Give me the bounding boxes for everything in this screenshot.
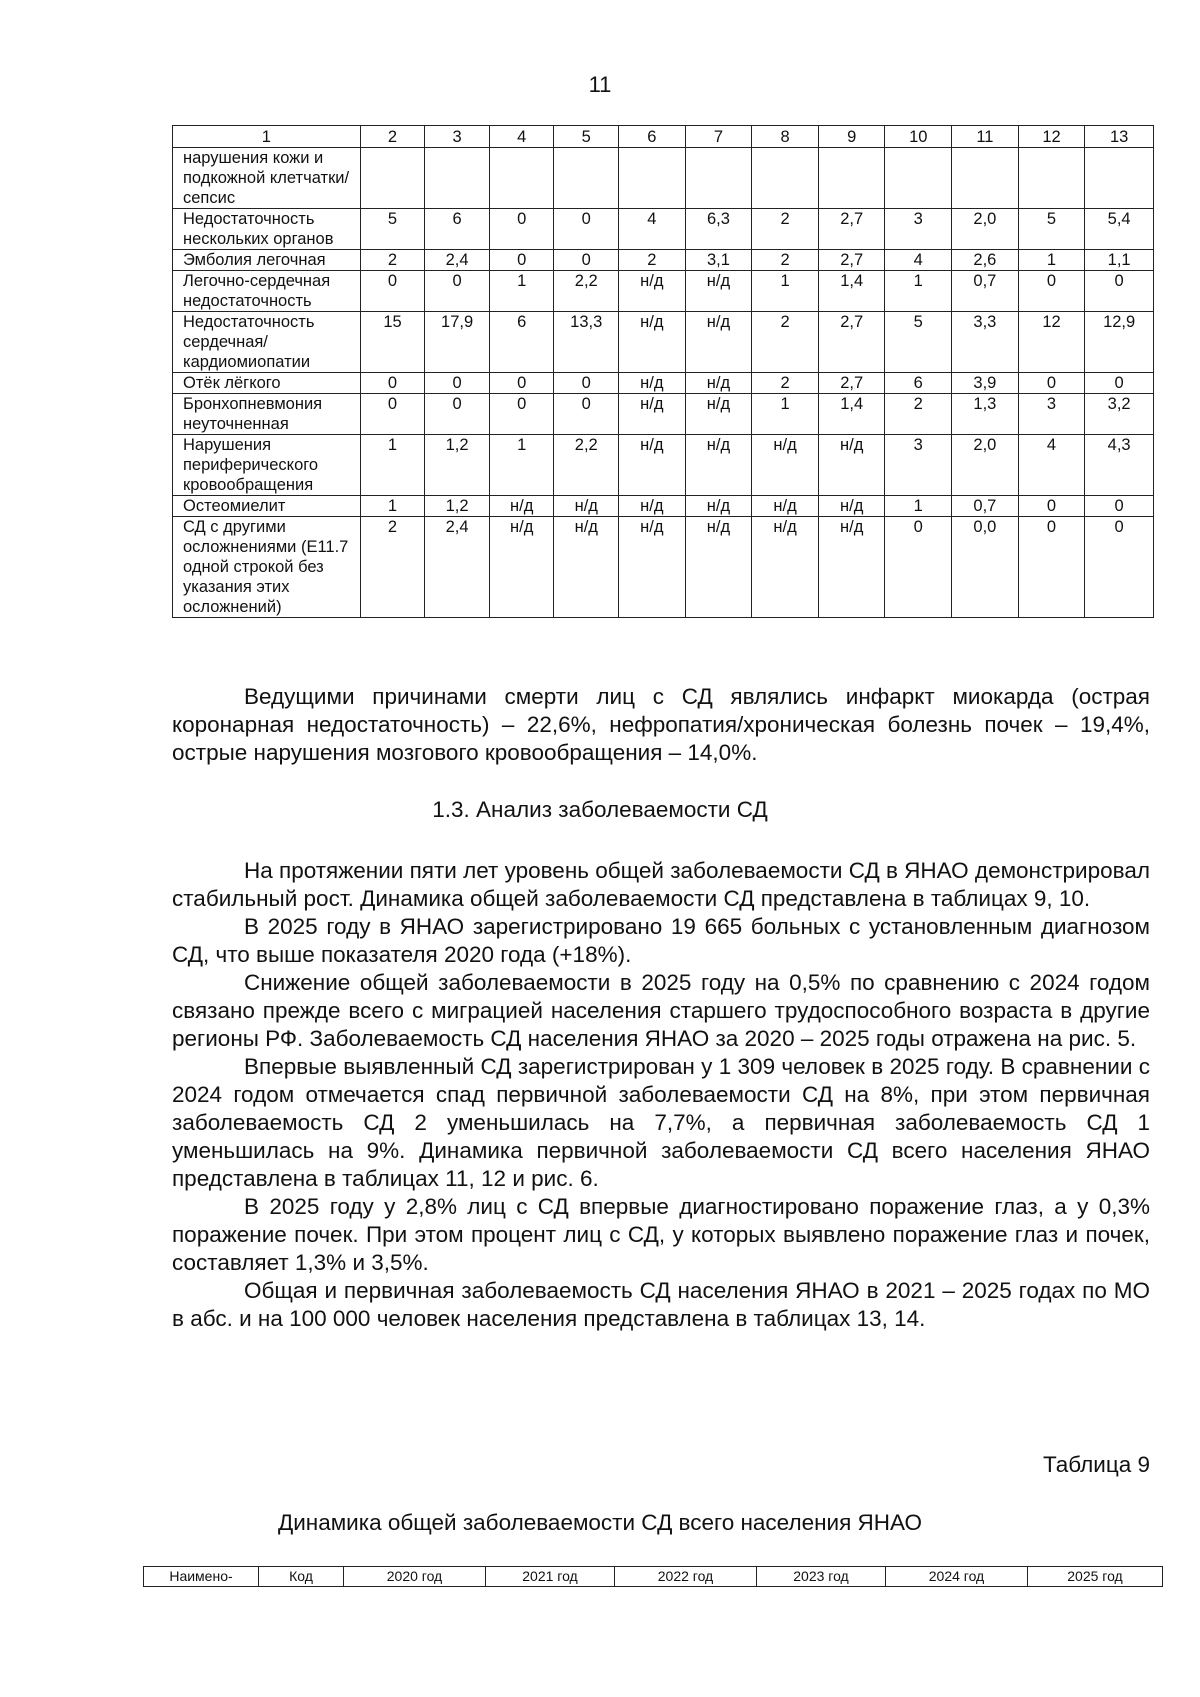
value-cell bbox=[1085, 148, 1154, 209]
mortality-causes-table bbox=[172, 125, 1154, 618]
body-text bbox=[172, 857, 1150, 1333]
table-row bbox=[173, 373, 1154, 394]
table-row bbox=[173, 148, 1154, 209]
table-row bbox=[173, 394, 1154, 435]
page-number: 11 bbox=[588, 72, 612, 97]
value-cell: 0,7 bbox=[952, 496, 1019, 517]
value-cell: 1 bbox=[1018, 250, 1085, 271]
value-cell: 4 bbox=[885, 250, 952, 271]
value-cell: 0 bbox=[360, 271, 425, 312]
column-header: 2024 год bbox=[886, 1567, 1028, 1587]
column-header: 4 bbox=[489, 126, 554, 148]
value-cell: 1,4 bbox=[818, 271, 885, 312]
value-cell: 17,9 bbox=[425, 312, 490, 373]
value-cell: 0 bbox=[489, 250, 554, 271]
value-cell bbox=[885, 148, 952, 209]
column-header: Наимено- bbox=[144, 1567, 259, 1587]
column-header: 2 bbox=[360, 126, 425, 148]
value-cell: н/д bbox=[752, 496, 819, 517]
value-cell: 2,4 bbox=[425, 517, 490, 618]
table-header-row bbox=[144, 1567, 1163, 1587]
value-cell: 0 bbox=[489, 373, 554, 394]
value-cell bbox=[360, 148, 425, 209]
column-header: 8 bbox=[752, 126, 819, 148]
value-cell: н/д bbox=[619, 394, 686, 435]
paragraph: Снижение общей заболеваемости в 2025 году на 0,5% по сравнению с 2024 годом связано прежде всего с миграцией населения старшего трудоспособного возраста в другие регионы РФ. Заболеваемость СД населения ЯНАО за 2020 – 2025 годы отражена на рис. 5. bbox=[172, 970, 1150, 1051]
value-cell: н/д bbox=[752, 517, 819, 618]
intro-paragraph: Ведущими причинами смерти лиц с СД являлись инфаркт миокарда (острая коронарная недостаточность) – 22,6%, нефропатия/хроническая болезнь почек – 19,4%, острые нарушения мозгового кровообращения – 14,0%. bbox=[172, 684, 1150, 765]
value-cell: 1,2 bbox=[425, 435, 490, 496]
value-cell: 1,1 bbox=[1085, 250, 1154, 271]
intro-text bbox=[172, 683, 1150, 767]
cause-cell: Легочно-сердечная недостаточность bbox=[173, 271, 361, 312]
column-header: 7 bbox=[685, 126, 752, 148]
column-header: 2023 год bbox=[757, 1567, 886, 1587]
paragraph: На протяжении пяти лет уровень общей заболеваемости СД в ЯНАО демонстрировал стабильный рост. Динамика общей заболеваемости СД представлена в таблицах 9, 10. bbox=[172, 858, 1150, 911]
value-cell: 12,9 bbox=[1085, 312, 1154, 373]
value-cell: 0,0 bbox=[952, 517, 1019, 618]
value-cell: 1 bbox=[360, 496, 425, 517]
value-cell bbox=[619, 148, 686, 209]
value-cell: 0 bbox=[1085, 271, 1154, 312]
value-cell: 5,4 bbox=[1085, 209, 1154, 250]
value-cell: 5 bbox=[1018, 209, 1085, 250]
column-header: 13 bbox=[1085, 126, 1154, 148]
value-cell: н/д bbox=[685, 517, 752, 618]
value-cell: 2,7 bbox=[818, 250, 885, 271]
paragraph: В 2025 году в ЯНАО зарегистрировано 19 665 больных с установленным диагнозом СД, что выше показателя 2020 года (+18%). bbox=[172, 914, 1150, 967]
value-cell: 0 bbox=[1085, 496, 1154, 517]
value-cell: н/д bbox=[619, 312, 686, 373]
cause-cell: Бронхопневмония неуточненная bbox=[173, 394, 361, 435]
value-cell: 3,3 bbox=[952, 312, 1019, 373]
value-cell: 2,7 bbox=[818, 209, 885, 250]
value-cell: 1,3 bbox=[952, 394, 1019, 435]
value-cell: н/д bbox=[685, 312, 752, 373]
column-header: 9 bbox=[818, 126, 885, 148]
value-cell: 0 bbox=[360, 373, 425, 394]
value-cell: н/д bbox=[619, 435, 686, 496]
column-header: 12 bbox=[1018, 126, 1085, 148]
value-cell: н/д bbox=[619, 271, 686, 312]
value-cell: н/д bbox=[619, 496, 686, 517]
value-cell bbox=[952, 148, 1019, 209]
cause-cell: Остеомиелит bbox=[173, 496, 361, 517]
value-cell: 0 bbox=[489, 209, 554, 250]
column-header: 1 bbox=[173, 126, 361, 148]
incidence-dynamics-table bbox=[143, 1566, 1163, 1587]
table-row bbox=[173, 250, 1154, 271]
cause-cell: СД с другими осложнениями (Е11.7 одной строкой без указания этих осложнений) bbox=[173, 517, 361, 618]
value-cell: 2 bbox=[752, 312, 819, 373]
column-header: 6 bbox=[619, 126, 686, 148]
table-row bbox=[173, 271, 1154, 312]
value-cell: 0 bbox=[554, 394, 619, 435]
value-cell: н/д bbox=[685, 394, 752, 435]
value-cell: 15 bbox=[360, 312, 425, 373]
section-heading: 1.3. Анализ заболеваемости СД bbox=[432, 797, 768, 822]
value-cell: 2,0 bbox=[952, 435, 1019, 496]
table-row bbox=[173, 517, 1154, 618]
value-cell bbox=[489, 148, 554, 209]
value-cell: 1,2 bbox=[425, 496, 490, 517]
value-cell: 0 bbox=[1018, 517, 1085, 618]
value-cell: 4 bbox=[1018, 435, 1085, 496]
value-cell: 2 bbox=[885, 394, 952, 435]
value-cell: 0 bbox=[1085, 373, 1154, 394]
value-cell: 2 bbox=[619, 250, 686, 271]
value-cell: н/д bbox=[818, 517, 885, 618]
column-header: 11 bbox=[952, 126, 1019, 148]
value-cell: 0 bbox=[425, 271, 490, 312]
value-cell: 3,1 bbox=[685, 250, 752, 271]
value-cell: 1,4 bbox=[818, 394, 885, 435]
value-cell: н/д bbox=[818, 496, 885, 517]
value-cell: н/д bbox=[554, 496, 619, 517]
value-cell: 1 bbox=[360, 435, 425, 496]
value-cell: 0 bbox=[1018, 496, 1085, 517]
cause-cell: Недостаточность сердечная/ кардиомиопатии bbox=[173, 312, 361, 373]
value-cell: 1 bbox=[885, 271, 952, 312]
value-cell: 1 bbox=[885, 496, 952, 517]
value-cell: 6,3 bbox=[685, 209, 752, 250]
paragraph: Общая и первичная заболеваемость СД населения ЯНАО в 2021 – 2025 годах по МО в абс. и на 100 000 человек населения представлена в таблицах 13, 14. bbox=[172, 1278, 1150, 1331]
value-cell: н/д bbox=[685, 435, 752, 496]
value-cell: 4,3 bbox=[1085, 435, 1154, 496]
value-cell: 2,0 bbox=[952, 209, 1019, 250]
value-cell: 1 bbox=[489, 271, 554, 312]
table-label: Таблица 9 bbox=[1043, 1452, 1150, 1477]
value-cell: 2 bbox=[360, 517, 425, 618]
table-row bbox=[173, 209, 1154, 250]
value-cell: 2 bbox=[752, 373, 819, 394]
cause-cell: Нарушения периферического кровообращения bbox=[173, 435, 361, 496]
column-header: 2021 год bbox=[486, 1567, 615, 1587]
value-cell: 0,7 bbox=[952, 271, 1019, 312]
table-title: Динамика общей заболеваемости СД всего населения ЯНАО bbox=[277, 1510, 923, 1535]
table-row bbox=[173, 496, 1154, 517]
cause-cell: нарушения кожи и подкожной клетчатки/сепсис bbox=[173, 148, 361, 209]
value-cell bbox=[752, 148, 819, 209]
value-cell: 1 bbox=[752, 394, 819, 435]
value-cell: н/д bbox=[685, 373, 752, 394]
value-cell: н/д bbox=[489, 496, 554, 517]
value-cell: 13,3 bbox=[554, 312, 619, 373]
value-cell: 2,7 bbox=[818, 312, 885, 373]
value-cell: н/д bbox=[818, 435, 885, 496]
value-cell: 1 bbox=[489, 435, 554, 496]
value-cell: 0 bbox=[360, 394, 425, 435]
value-cell: 3 bbox=[885, 209, 952, 250]
value-cell: 0 bbox=[1085, 517, 1154, 618]
value-cell: 6 bbox=[489, 312, 554, 373]
value-cell: 0 bbox=[885, 517, 952, 618]
paragraph: Впервые выявленный СД зарегистрирован у 1 309 человек в 2025 году. В сравнении с 2024 годом отмечается спад первичной заболеваемости СД на 8%, при этом первичная заболеваемость СД 2 уменьшилась на 7,7%, а первичная заболеваемость СД 1 уменьшилась на 9%. Динамика первичной заболеваемости СД всего населения ЯНАО представлена в таблицах 11, 12 и рис. 6. bbox=[172, 1054, 1150, 1191]
value-cell: 2,2 bbox=[554, 271, 619, 312]
value-cell: 0 bbox=[554, 209, 619, 250]
value-cell: 0 bbox=[1018, 271, 1085, 312]
value-cell: н/д bbox=[619, 517, 686, 618]
value-cell: 3,2 bbox=[1085, 394, 1154, 435]
value-cell: н/д bbox=[619, 373, 686, 394]
value-cell: 12 bbox=[1018, 312, 1085, 373]
value-cell: н/д bbox=[489, 517, 554, 618]
value-cell bbox=[425, 148, 490, 209]
column-header: 5 bbox=[554, 126, 619, 148]
value-cell: 1 bbox=[752, 271, 819, 312]
value-cell: 0 bbox=[1018, 373, 1085, 394]
value-cell: 2,6 bbox=[952, 250, 1019, 271]
value-cell: 2 bbox=[360, 250, 425, 271]
column-header: 2025 год bbox=[1028, 1567, 1163, 1587]
column-header: 3 bbox=[425, 126, 490, 148]
column-header: 2020 год bbox=[344, 1567, 486, 1587]
value-cell: 5 bbox=[360, 209, 425, 250]
value-cell: 4 bbox=[619, 209, 686, 250]
value-cell bbox=[685, 148, 752, 209]
value-cell: 0 bbox=[489, 394, 554, 435]
cause-cell: Отёк лёгкого bbox=[173, 373, 361, 394]
table-row bbox=[173, 312, 1154, 373]
value-cell: 2,4 bbox=[425, 250, 490, 271]
column-header: Код bbox=[259, 1567, 344, 1587]
column-header: 2022 год bbox=[615, 1567, 757, 1587]
value-cell: н/д bbox=[685, 496, 752, 517]
value-cell: 6 bbox=[425, 209, 490, 250]
cause-cell: Эмболия легочная bbox=[173, 250, 361, 271]
value-cell: 3 bbox=[885, 435, 952, 496]
value-cell: 2 bbox=[752, 209, 819, 250]
cause-cell: Недостаточность нескольких органов bbox=[173, 209, 361, 250]
value-cell: 0 bbox=[425, 394, 490, 435]
value-cell bbox=[554, 148, 619, 209]
value-cell bbox=[1018, 148, 1085, 209]
value-cell: 6 bbox=[885, 373, 952, 394]
value-cell: н/д bbox=[685, 271, 752, 312]
value-cell: 3,9 bbox=[952, 373, 1019, 394]
value-cell: 2,7 bbox=[818, 373, 885, 394]
paragraph: В 2025 году у 2,8% лиц с СД впервые диагностировано поражение глаз, а у 0,3% поражение почек. При этом процент лиц с СД, у которых выявлено поражение глаз и почек, составляет 1,3% и 3,5%. bbox=[172, 1194, 1150, 1275]
value-cell: 2,2 bbox=[554, 435, 619, 496]
value-cell bbox=[818, 148, 885, 209]
value-cell: 0 bbox=[554, 373, 619, 394]
value-cell: 5 bbox=[885, 312, 952, 373]
table-header-row bbox=[173, 126, 1154, 148]
column-header: 10 bbox=[885, 126, 952, 148]
value-cell: 3 bbox=[1018, 394, 1085, 435]
value-cell: н/д bbox=[554, 517, 619, 618]
value-cell: н/д bbox=[752, 435, 819, 496]
value-cell: 2 bbox=[752, 250, 819, 271]
table-row bbox=[173, 435, 1154, 496]
value-cell: 0 bbox=[425, 373, 490, 394]
value-cell: 0 bbox=[554, 250, 619, 271]
